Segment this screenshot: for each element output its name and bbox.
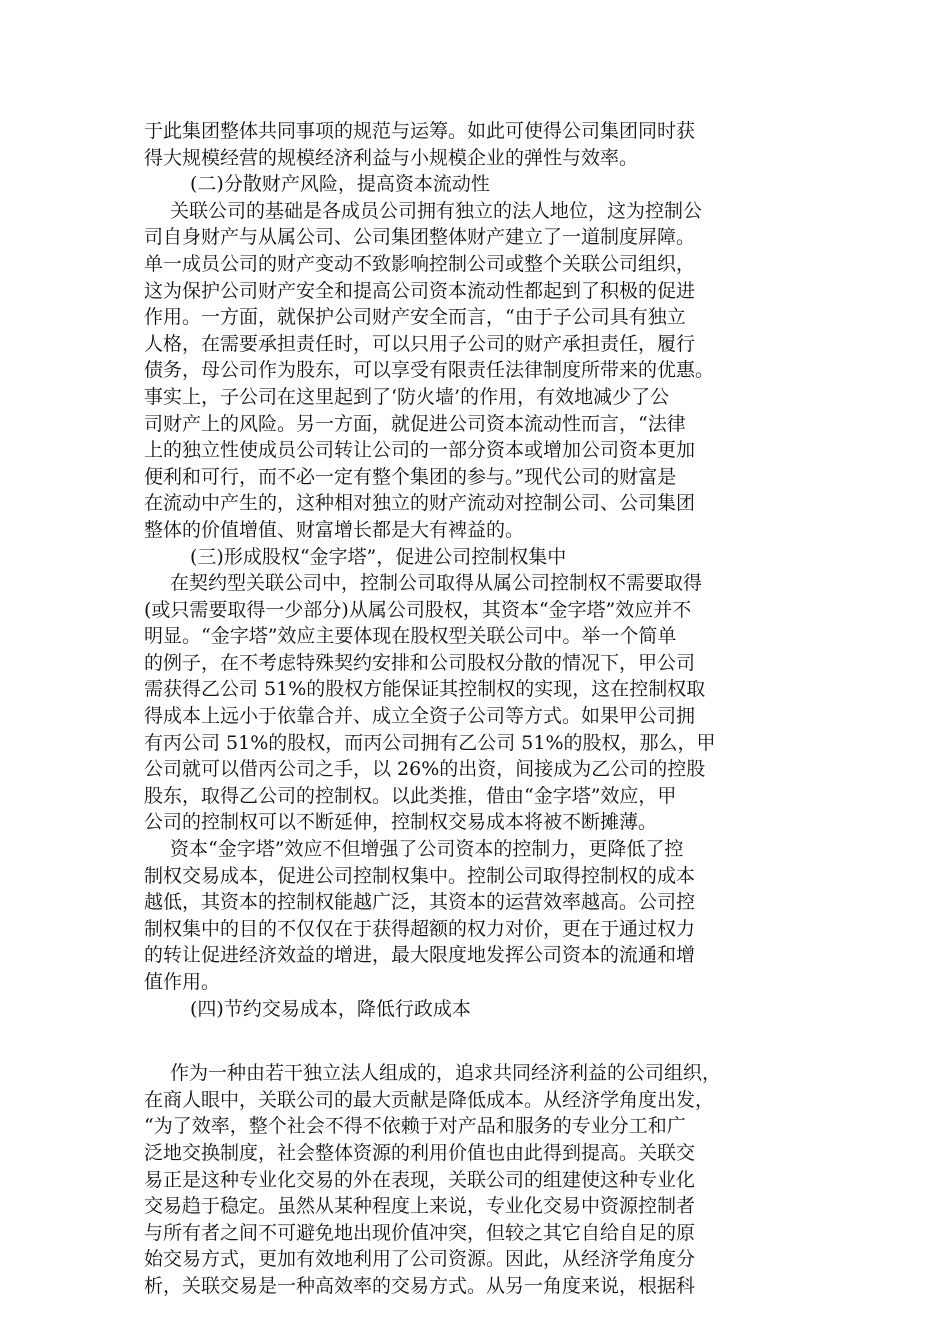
text-line: 关联公司的基础是各成员公司拥有独立的法人地位，这为控制公 [170,199,703,222]
text-line: 在商人眼中，关联公司的最大贡献是降低成本。从经济学角度出发， [144,1088,715,1111]
text-line: 需获得乙公司 51%的股权方能保证其控制权的实现，这在控制权取 [144,678,706,701]
text-line: 的例子，在不考虑特殊契约安排和公司股权分散的情况下，甲公司 [144,651,696,674]
text-line: 作用。一方面，就保护公司财产安全而言，“由于子公司具有独立 [144,306,686,329]
text-line: 资本“金字塔”效应不但增强了公司资本的控制力，更降低了控 [170,838,684,861]
text-line: 在契约型关联公司中，控制公司取得从属公司控制权不需要取得 [170,572,703,595]
document-body [144,118,824,1300]
text-line: 股东，取得乙公司的控制权。以此类推，借由“金字塔”效应，甲 [144,784,677,807]
text-line: 于此集团整体共同事项的规范与运筹。如此可使得公司集团同时获 [144,120,696,142]
text-line: 单一成员公司的财产变动不致影响控制公司或整个关联公司组织， [144,252,696,275]
text-line: 泛地交换制度，社会整体资源的利用价值也由此得到提高。关联交 [144,1141,696,1164]
text-line: 司自身财产与从属公司、公司集团整体财产建立了一道制度屏障。 [144,226,696,249]
text-line: 的转让促进经济效益的增进，最大限度地发挥公司资本的流通和增 [144,944,696,967]
text-line: 债务，母公司作为股东，可以享受有限责任法律制度所带来的优惠。 [144,359,715,382]
text-line: 交易趋于稳定。虽然从某种程度上来说，专业化交易中资源控制者 [144,1195,696,1218]
text-line: 越低，其资本的控制权能越广泛，其资本的运营效率越高。公司控 [144,891,696,914]
section-heading-line: (四)节约交易成本，降低行政成本 [190,997,471,1020]
text-line: 公司就可以借丙公司之手，以 26%的出资，间接成为乙公司的控股 [144,758,706,781]
text-line: 公司的控制权可以不断延伸，控制权交易成本将被不断摊薄。 [144,811,658,834]
text-line: 制权交易成本，促进公司控制权集中。控制公司取得控制权的成本 [144,864,696,887]
text-line: 值作用。 [144,971,221,993]
text-line: 作为一种由若干独立法人组成的，追求共同经济利益的公司组织， [170,1062,722,1085]
text-line: “为了效率，整个社会不得不依赖于对产品和服务的专业分工和广 [144,1115,686,1138]
text-line: 始交易方式，更加有效地利用了公司资源。因此，从经济学角度分 [144,1248,696,1271]
text-line: 析，关联交易是一种高效率的交易方式。从另一角度来说，根据科 [144,1274,696,1297]
text-line: 上的独立性使成员公司转让公司的一部分资本或增加公司资本更加 [144,439,696,462]
text-line: 便利和可行，而不必一定有整个集团的参与。”现代公司的财富是 [144,465,677,488]
text-line: 易正是这种专业化交易的外在表现，关联公司的组建使这种专业化 [144,1168,696,1191]
text-line: 在流动中产生的，这种相对独立的财产流动对控制公司、公司集团 [144,492,696,515]
section-heading-line: (二)分散财产风险，提高资本流动性 [190,173,490,196]
text-line: 明显。“金字塔”效应主要体现在股权型关联公司中。举一个简单 [144,625,677,648]
text-line: 事实上，子公司在这里起到了‘防火墙’的作用，有效地减少了公 [144,385,670,408]
text-line: 有丙公司 51%的股权，而丙公司拥有乙公司 51%的股权，那么，甲 [144,731,716,754]
text-line: 这为保护公司财产安全和提高公司资本流动性都起到了积极的促进 [144,279,696,302]
text-line: 司财产上的风险。另一方面，就促进公司资本流动性而言，“法律 [144,412,686,435]
text-line: 得成本上远小于依靠合并、成立全资子公司等方式。如果甲公司拥 [144,705,696,728]
text-line: 与所有者之间不可避免地出现价值冲突，但较之其它自给自足的原 [144,1221,696,1244]
text-line: 得大规模经营的规模经济利益与小规模企业的弹性与效率。 [144,146,639,169]
text-line: (或只需要取得一少部分)从属公司股权，其资本“金字塔”效应并不 [144,598,692,621]
paragraph-gap [144,1022,824,1060]
text-line: 整体的价值增值、财富增长都是大有裨益的。 [144,518,525,541]
text-line: 制权集中的目的不仅仅在于获得超额的权力对价，更在于通过权力 [144,917,696,940]
text-line: 人格，在需要承担责任时，可以只用子公司的财产承担责任，履行 [144,332,696,355]
section-heading-line: (三)形成股权“金字塔”，促进公司控制权集中 [190,545,567,568]
